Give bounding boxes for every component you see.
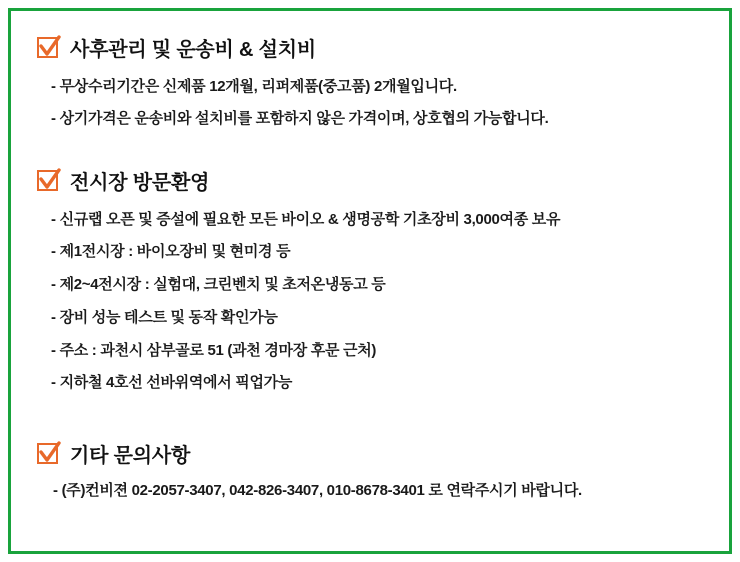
section-list [37, 209, 703, 395]
list-item: - 신규랩 오픈 및 증설에 필요한 모든 바이오 & 생명공학 기초장비 3,000여종 보유 [51, 210, 561, 228]
section-showroom-visit [37, 166, 703, 395]
list-item: - 제1전시장 : 바이오장비 및 현미경 등 [51, 243, 291, 261]
list-item: - 무상수리기간은 신제품 12개월, 리퍼제품(중고품) 2개월입니다. [51, 78, 457, 95]
list-item: - 장비 성능 테스트 및 동작 확인가능 [51, 308, 278, 326]
check-icon [37, 170, 58, 191]
check-icon [37, 37, 58, 58]
list-item: - 상기가격은 운송비와 설치비를 포함하지 않은 가격이며, 상호협의 가능합니다. [51, 109, 549, 127]
document-body [11, 11, 729, 502]
section-header [37, 166, 703, 195]
section-title: 전시장 방문환영 [70, 171, 210, 194]
list-item: - 지하철 4호선 선바위역에서 픽업가능 [51, 374, 293, 392]
list-item: - 주소 : 과천시 삼부골로 51 (과천 경마장 후문 근처) [51, 341, 377, 359]
section-title: 사후관리 및 운송비 & 설치비 [70, 39, 316, 61]
spacer [37, 405, 703, 439]
list-item: - (주)컨비젼 02-2057-3407, 042-826-3407, 010-8678-3401 로 연락주시기 바랍니다. [53, 482, 582, 499]
section-other-inquiries [37, 439, 703, 502]
spacer [37, 140, 703, 166]
section-list [37, 480, 703, 502]
section-after-service [37, 33, 703, 130]
check-icon [37, 443, 58, 464]
list-item: - 제2~4전시장 : 실험대, 크린벤치 및 초저온냉동고 등 [51, 276, 386, 293]
document-frame [8, 8, 732, 554]
section-list [37, 76, 703, 130]
section-title: 기타 문의사항 [70, 445, 191, 467]
section-header [37, 33, 703, 62]
section-header [37, 439, 703, 468]
